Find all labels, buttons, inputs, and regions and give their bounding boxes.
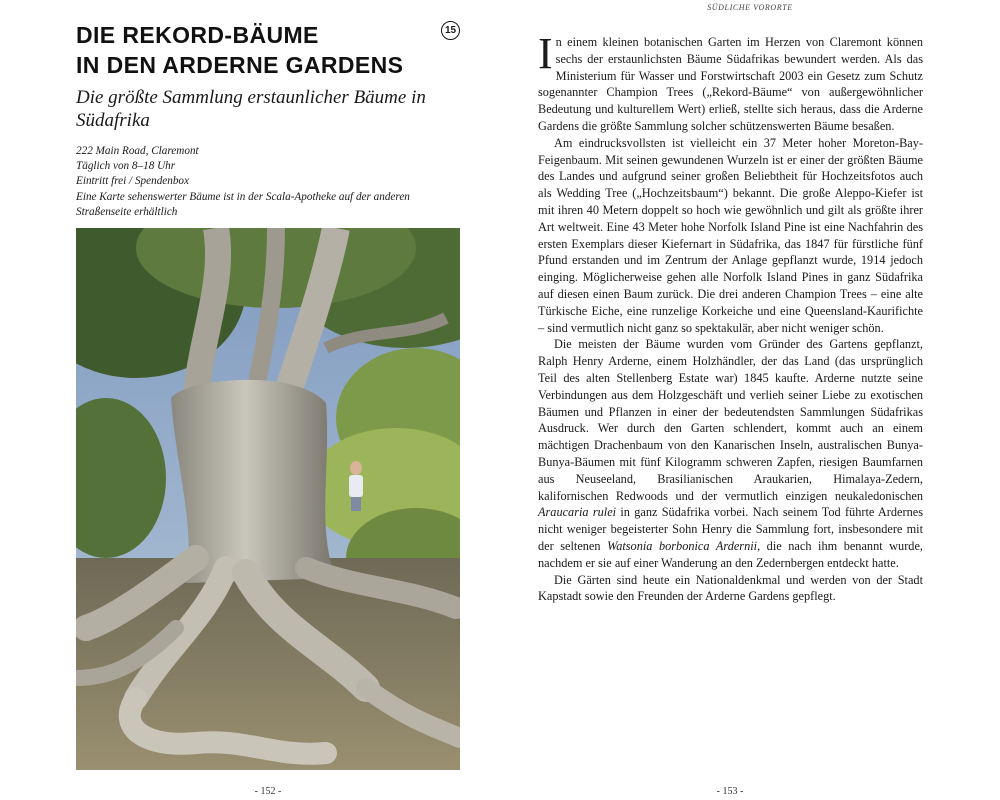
paragraph-3 bbox=[538, 336, 923, 571]
article-title bbox=[76, 20, 436, 80]
page-number-right: - 153 - bbox=[716, 786, 744, 797]
article-subtitle: Die größte Sammlung erstaunlicher Bäume in Südafrika bbox=[76, 87, 426, 131]
species-name-araucaria: Araucaria rulei bbox=[538, 505, 617, 520]
title-line-2: IN DEN ARDERNE GARDENS bbox=[76, 52, 404, 78]
paragraph-3-text-a: Die meisten der Bäume wurden vom Gründer des Gartens gepflanzt, Ralph Henry Arderne, einem Holzhändler, der das Land (das ursprünglich Teil des alten Stellenberg Estate war) 1845 kaufte. Arderne nutzte seine Verbindungen aus dem Holzgeschäft und verlieh seiner Liebe zu exotischen Bäumen und Pflanzen in einer der bedeutendsten Sammlungen Südafrikas Ausdruck. Wer durch den Garten schlendert, kommt auch an einem mächtigen Drachenbaum von den Kanarischen Inseln, australischen Bunya-Bunya-Bäumen mit fünf Kilogramm schweren Zapfen, riesigen Baumfarnen aus Neuseeland, Brasilianischen Araukarien, Himalaya-Zedern, kalifornischen Redwoods und der vermutlich einzigen neukaledonischen bbox=[538, 337, 923, 503]
paragraph-3-text-b: in ganz Südafrika vorbei. Nach seinem Tod führte Ardernes nicht weniger begeisterter Sohn Henry die Sammlung fort, insbesondere mit der seltenen bbox=[538, 505, 924, 553]
paragraph-4: Die Gärten sind heute ein Nationaldenkmal und werden von der Stadt Kapstadt sowie den Freunden der Arderne Gardens gepflegt. bbox=[538, 572, 923, 604]
drop-cap: I bbox=[538, 29, 553, 78]
entry-number-badge: 15 bbox=[441, 21, 460, 40]
page-number-left: - 152 - bbox=[254, 786, 282, 797]
species-name-watsonia: Watsonia borbonica Ardernii bbox=[607, 538, 758, 553]
title-line-1: DIE REKORD-BÄUME bbox=[76, 22, 319, 48]
info-address: 222 Main Road, Claremont bbox=[76, 145, 199, 157]
paragraph-3-text-c: , die nach ihm benannt wurde, nachdem er sie auf einer Wanderung an den Zedernbergen entdeckt hatte. bbox=[538, 538, 923, 570]
info-admission: Eintritt frei / Spendenbox bbox=[76, 175, 189, 188]
article-body bbox=[538, 29, 924, 605]
visitor-info bbox=[76, 144, 461, 220]
paragraph-1 bbox=[538, 29, 923, 135]
info-map-note: Eine Karte sehenswerter Bäume ist in der Scala-Apotheke auf der anderen Straßenseite erhältlich bbox=[76, 190, 410, 218]
paragraph-1-text: n einem kleinen botanischen Garten im Herzen von Claremont können sechs der erstaunlichsten Bäume Südafrikas bewundert werden. Als das Ministerium für Wasser und Forstwirtschaft 2003 ein Gesetz zum Schutz sogenannter Champion Trees („Rekord-Bäume“ von außergewöhnlicher Bedeutung und kulturellem Wert) erließ, stellte sich heraus, dass die Arderne Gardens die größte Sammlung solcher schützenswerten Bäume besaßen. bbox=[538, 35, 923, 133]
fig-tree-photo bbox=[76, 228, 460, 770]
running-head: SÜDLICHE VORORTE bbox=[707, 3, 793, 12]
right-page bbox=[500, 0, 1000, 800]
paragraph-2: Am eindrucksvollsten ist vielleicht ein 37 Meter hoher Moreton-Bay-Feigenbaum. Mit seinen gewundenen Wurzeln ist er einer der größten Bäume des Landes und aufgrund seiner großen Beliebtheit für Hochzeitsfotos auch als Wedding Tree („Hochzeitsbaum“) bekannt. Die große Aleppo-Kiefer ist mit ihren 40 Metern doppelt so hoch wie gewöhnlich und gilt als größte ihrer Art weltweit. Eine 43 Meter hohe Norfolk Island Pine ist eine Nachfahrin des ersten Exemplars dieser Kiefernart in Südafrika, das 1847 für fürstliche fünf Pfund erstanden und im Zentrum der Anlage gepflanzt wurde, 1914 jedoch einging. Möglicherweise gehen alle Norfolk Island Pines in ganz Südafrika auf diesen einen Baum zurück. Die drei anderen Champion Trees – eine alte Türkische Eiche, eine runzelige Korkeiche und eine Queensland-Kaurifichte – sind vermutlich nicht ganz so spektakulär, aber nicht weniger schön. bbox=[538, 135, 923, 335]
info-hours: Täglich von 8–18 Uhr bbox=[76, 160, 176, 173]
